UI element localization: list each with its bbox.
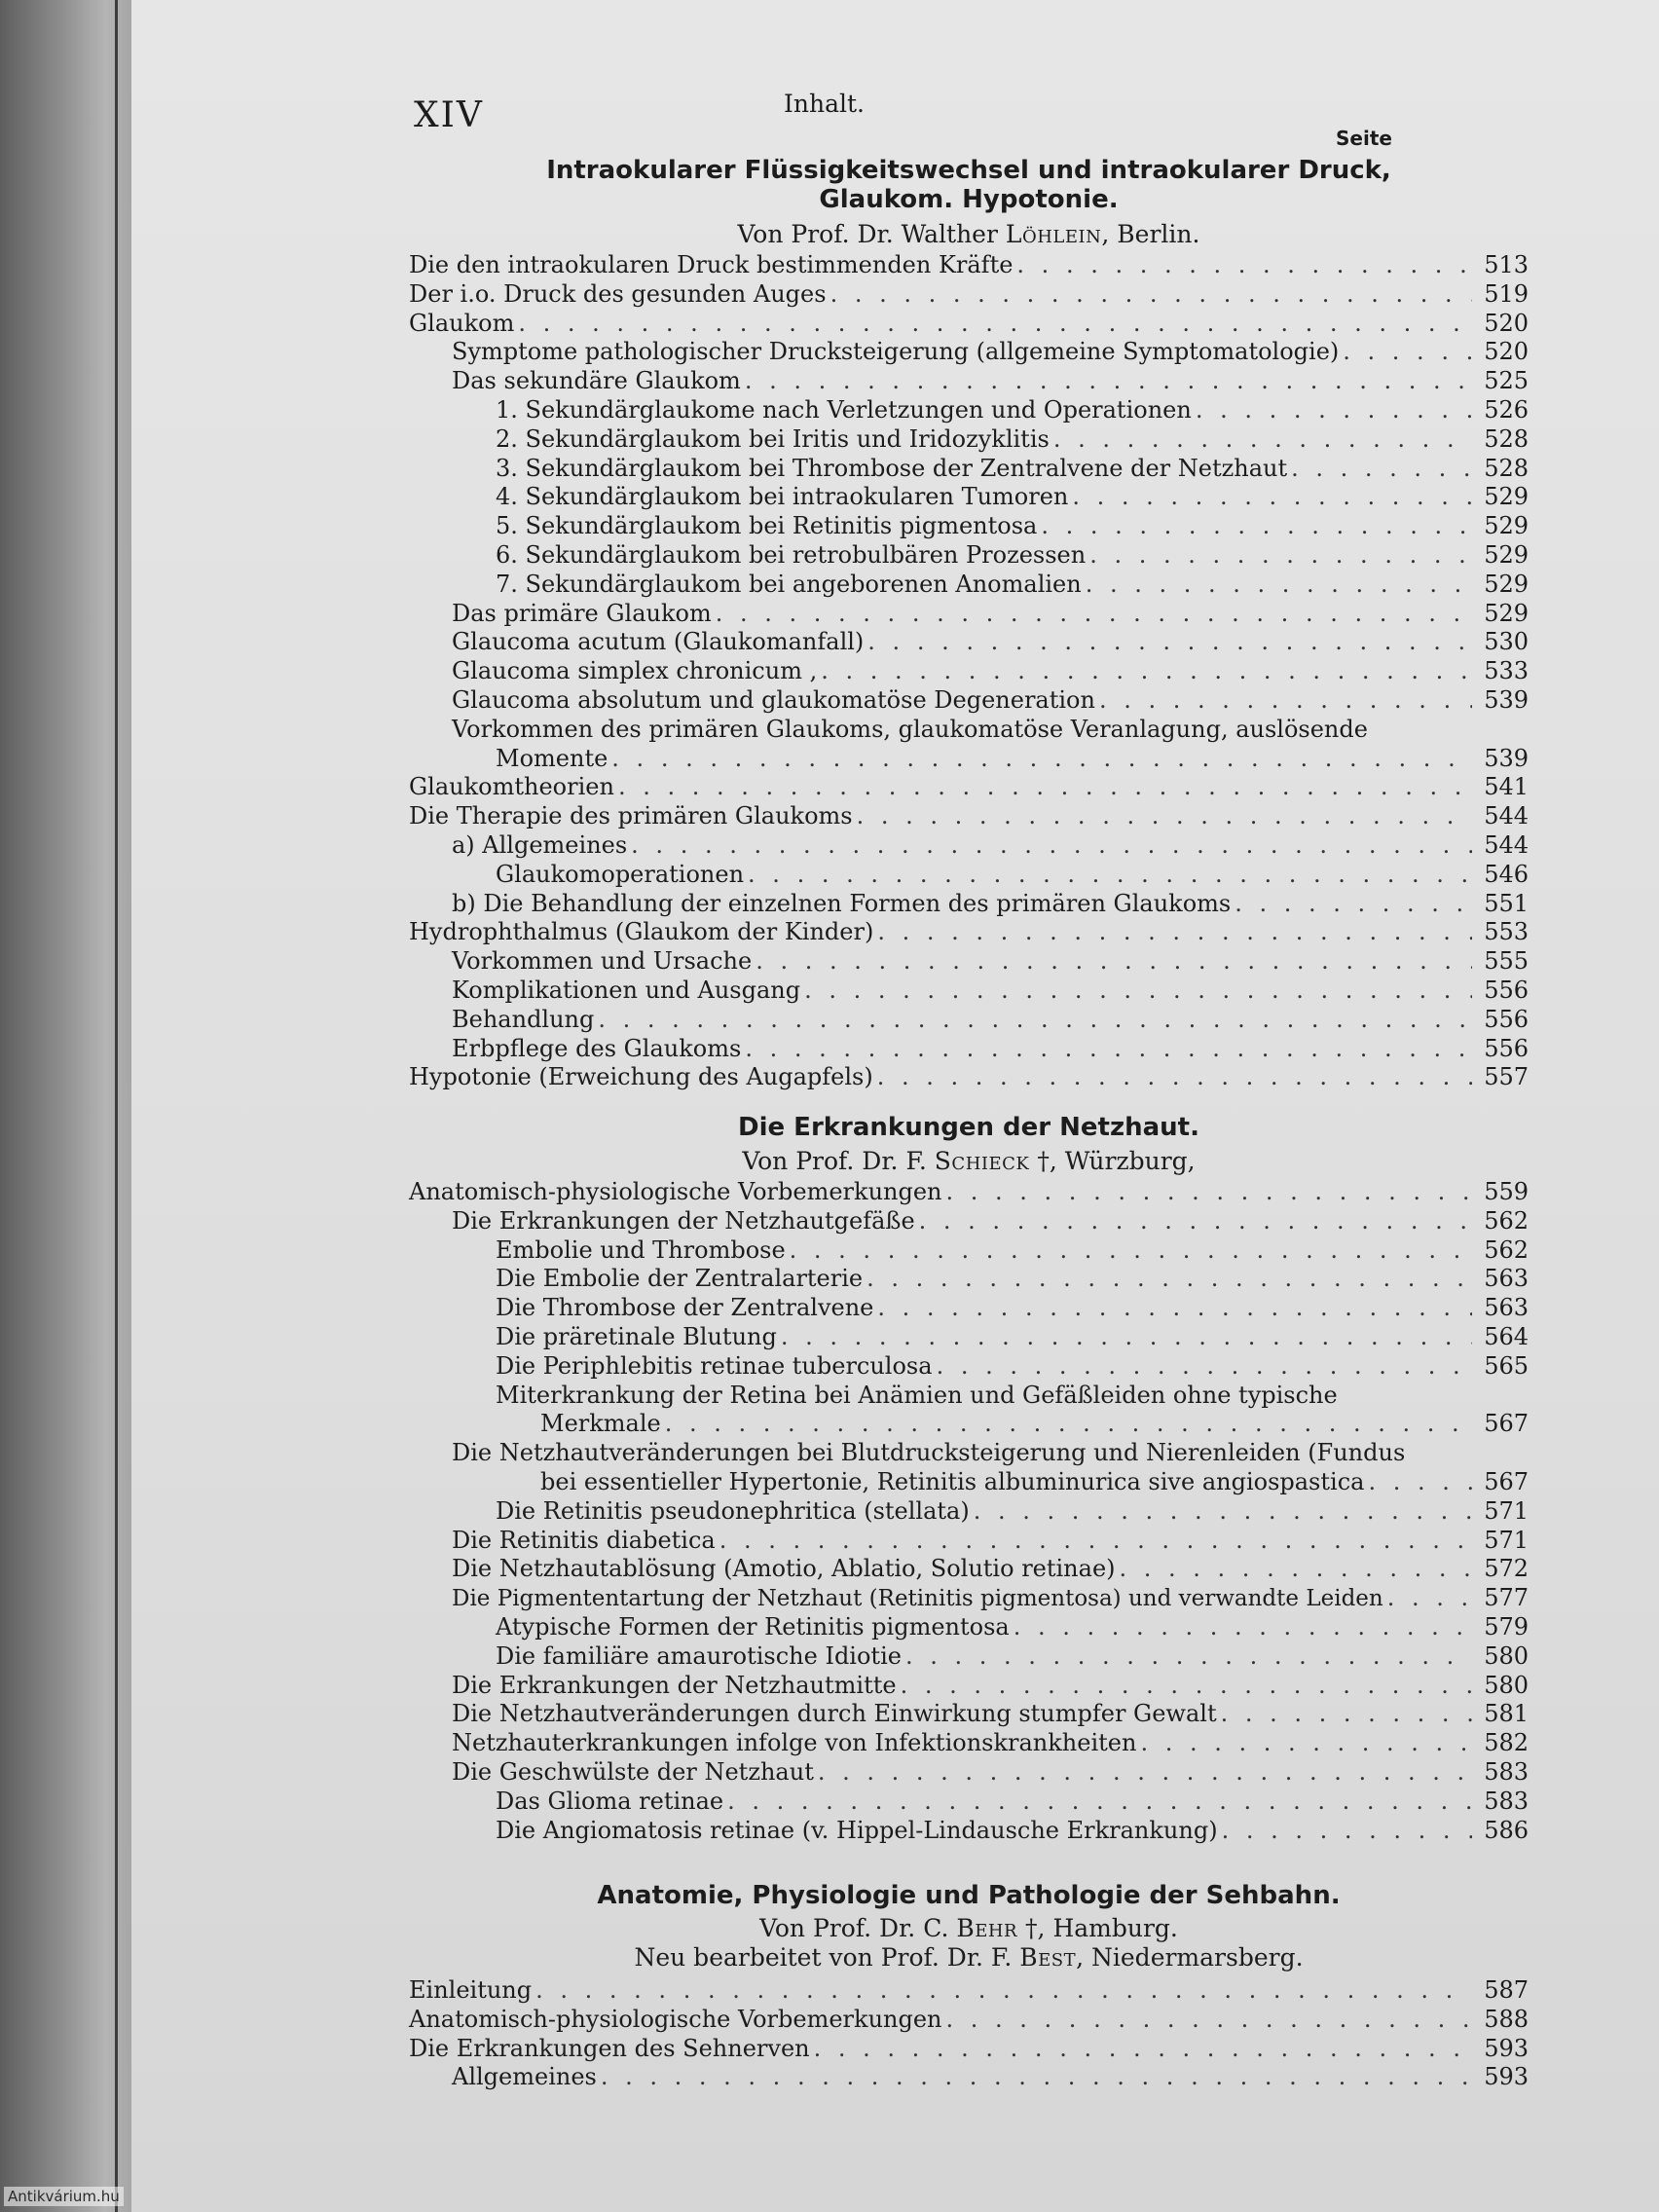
- reviser-prefix: Neu bearbeitet von Prof. Dr. F.: [634, 1943, 1020, 1972]
- toc-entry: [409, 396, 1529, 425]
- leader-dots: [1222, 1817, 1472, 1846]
- toc-entry: [409, 1817, 1529, 1846]
- author-suffix: †, Hamburg.: [1017, 1914, 1178, 1942]
- toc-entry-page: 583: [1484, 1757, 1529, 1786]
- leader-dots: [1291, 455, 1472, 484]
- leader-dots: [814, 2035, 1472, 2064]
- toc-entry: [409, 1006, 1529, 1035]
- leader-dots: [1235, 890, 1472, 919]
- reviser-suffix: , Niedermarsberg.: [1076, 1943, 1304, 1972]
- toc-list: [409, 1976, 1529, 2092]
- toc-entry: [409, 1178, 1529, 1207]
- toc-entry: [409, 1788, 1529, 1817]
- leader-dots: [877, 1294, 1472, 1323]
- toc-entry-text: Vorkommen und Ursache: [452, 947, 753, 976]
- toc-entry-page: 559: [1484, 1178, 1529, 1205]
- toc-entry-page: 579: [1484, 1612, 1529, 1641]
- toc-entry: [409, 1497, 1529, 1527]
- leader-dots: [867, 628, 1472, 657]
- leader-dots: [905, 1642, 1472, 1672]
- leader-dots: [830, 280, 1472, 310]
- section-title-line: Anatomie, Physiologie und Pathologie der Sehbahn.: [597, 1881, 1341, 1910]
- toc-entry-text: Die Periphlebitis retinae tuberculosa: [496, 1351, 933, 1380]
- leader-dots: [781, 1323, 1472, 1352]
- leader-dots: [1041, 512, 1472, 541]
- toc-entry-text: Vorkommen des primären Glaukoms, glaukomatöse Veranlagung, auslösende: [452, 715, 1368, 743]
- toc-list: [409, 1178, 1529, 1845]
- toc-entry-text: Glaucoma absolutum und glaukomatöse Degeneration: [452, 685, 1095, 714]
- toc-entry: [409, 280, 1529, 310]
- toc-entry-page: 556: [1484, 976, 1529, 1004]
- toc-entry-text-continued: Momente: [496, 744, 608, 772]
- toc-entry: [409, 600, 1529, 629]
- toc-entry-text: Hypotonie (Erweichung des Augapfels): [409, 1063, 873, 1091]
- leader-dots: [601, 2063, 1472, 2092]
- author-name: Schieck: [934, 1147, 1030, 1175]
- toc-entry: [409, 1236, 1529, 1266]
- leader-dots: [790, 1236, 1472, 1266]
- author-name: Behr: [956, 1914, 1018, 1942]
- toc-entry-text: Die familiäre amaurotische Idiotie: [496, 1641, 902, 1670]
- toc-entry-page: 581: [1484, 1700, 1529, 1728]
- toc-entry-page: 513: [1484, 251, 1529, 278]
- reviser-name: Best: [1019, 1943, 1077, 1972]
- toc-entry-page: 541: [1484, 773, 1529, 801]
- toc-entry: [409, 947, 1529, 977]
- toc-entry-page: 563: [1484, 1265, 1529, 1293]
- toc-entry-text: 4. Sekundärglaukom bei intraokularen Tumoren: [496, 483, 1069, 511]
- toc-entry-page: 529: [1484, 512, 1529, 540]
- leader-dots: [877, 918, 1472, 947]
- leader-dots: [1016, 251, 1472, 280]
- leader-dots: [1099, 686, 1472, 716]
- toc-entry-text: Netzhauterkrankungen infolge von Infektionskrankheiten: [452, 1729, 1137, 1757]
- leader-dots: [727, 1788, 1472, 1817]
- toc-entry-page: 563: [1484, 1294, 1529, 1322]
- toc-entry-page: 556: [1484, 1034, 1529, 1062]
- toc-entry: [409, 483, 1529, 512]
- toc-entry: [409, 571, 1529, 600]
- author-suffix: †, Würzburg,: [1029, 1147, 1196, 1175]
- toc-entry: [409, 657, 1529, 686]
- leader-dots: [937, 1352, 1472, 1382]
- section-author: [409, 1914, 1529, 1943]
- leader-dots: [535, 1976, 1472, 2006]
- toc-entry-text: Miterkrankung der Retina bei Anämien und Gefäßleiden ohne typische: [496, 1381, 1338, 1409]
- leader-dots: [1343, 338, 1472, 367]
- toc-entry-page: 539: [1484, 744, 1529, 772]
- toc-list: [409, 251, 1529, 1092]
- toc-entry-text: Die Netzhautveränderungen durch Einwirkung stumpfer Gewalt: [452, 1700, 1217, 1728]
- toc-entry: [409, 1613, 1529, 1642]
- toc-entry-text: Glaukom: [409, 309, 515, 337]
- toc-entry: [409, 918, 1529, 947]
- toc-entry-page: 529: [1484, 599, 1529, 627]
- toc-entry: [409, 1207, 1529, 1236]
- leader-dots: [877, 1063, 1472, 1092]
- leader-dots: [665, 1410, 1472, 1439]
- toc-entry: [409, 338, 1529, 367]
- toc-entry: [409, 1555, 1529, 1584]
- toc-entry-page: 555: [1484, 947, 1529, 976]
- leader-dots: [1120, 1555, 1472, 1584]
- toc-entry-page: 539: [1484, 685, 1529, 714]
- leader-dots: [611, 745, 1472, 774]
- toc-entry: [409, 1323, 1529, 1352]
- toc-entry: [409, 1758, 1529, 1788]
- leader-dots: [1196, 396, 1472, 425]
- leader-dots: [618, 773, 1472, 802]
- toc-entry: [409, 1265, 1529, 1294]
- toc-entry-text: a) Allgemeines: [452, 830, 628, 859]
- section-title-line: Intraokularer Flüssigkeitswechsel und intraokularer Druck,: [546, 156, 1391, 185]
- toc-entry-text: 2. Sekundärglaukom bei Iritis und Iridozyklitis: [496, 424, 1050, 453]
- seite-column-label: Seite: [1336, 127, 1392, 150]
- toc-entry: [409, 455, 1529, 484]
- leader-dots: [518, 310, 1472, 339]
- toc-entry-page: 544: [1484, 802, 1529, 830]
- toc-entry: [409, 628, 1529, 657]
- gutter-line: [115, 0, 118, 2212]
- leader-dots: [1387, 1584, 1472, 1613]
- toc-entry-text: Die Netzhautveränderungen bei Blutdrucksteigerung und Nierenleiden (Fundus: [452, 1439, 1406, 1467]
- toc-entry-page: 520: [1484, 338, 1529, 366]
- toc-entry-text: Glaucoma acutum (Glaukomanfall): [452, 628, 865, 656]
- toc-entry: [409, 890, 1529, 919]
- toc-entry-text: Der i.o. Druck des gesunden Auges: [409, 279, 827, 308]
- toc-entry-text: Symptome pathologischer Drucksteigerung (allgemeine Symptomatologie): [452, 338, 1340, 366]
- toc-entry: [409, 1035, 1529, 1064]
- toc-entry-page: 567: [1484, 1410, 1529, 1438]
- toc-entry: [409, 425, 1529, 455]
- toc-entry-page: 528: [1484, 454, 1529, 482]
- leader-dots: [946, 1178, 1472, 1207]
- watermark: Antikvárium.hu: [4, 2187, 124, 2206]
- toc-entry: [409, 1352, 1529, 1382]
- toc-entry-text: Die den intraokularen Druck bestimmenden Kräfte: [409, 251, 1014, 278]
- leader-dots: [821, 657, 1472, 686]
- leader-dots: [719, 1527, 1472, 1556]
- toc-entry-page: 544: [1484, 830, 1529, 859]
- toc-entry-text: Die Thrombose der Zentralvene: [496, 1294, 874, 1322]
- section-title: [409, 1881, 1529, 1910]
- toc-entry-page: 529: [1484, 570, 1529, 598]
- toc-entry-text: Die Erkrankungen der Netzhautgefäße: [452, 1206, 915, 1235]
- toc-entry-page: 533: [1484, 657, 1529, 685]
- toc-entry-page: 520: [1484, 309, 1529, 337]
- toc-entry-page: 571: [1484, 1526, 1529, 1554]
- toc-entry-page: 529: [1484, 540, 1529, 569]
- leader-dots: [1140, 1729, 1472, 1758]
- toc-entry: [409, 977, 1529, 1006]
- toc-entry-text: 6. Sekundärglaukom bei retrobulbären Prozessen: [496, 540, 1087, 569]
- leader-dots: [1086, 571, 1472, 600]
- toc-entry-text: Die Netzhautablösung (Amotio, Ablatio, Solutio retinae): [452, 1555, 1116, 1583]
- page-folio: XIV: [414, 95, 484, 135]
- section-title-line: Die Erkrankungen der Netzhaut.: [738, 1113, 1199, 1142]
- toc-entry-page: 571: [1484, 1496, 1529, 1525]
- toc-entry: [409, 2063, 1529, 2092]
- toc-entry-page: 564: [1484, 1322, 1529, 1350]
- toc-entry-text: 3. Sekundärglaukom bei Thrombose der Zentralvene der Netzhaut: [496, 454, 1288, 482]
- toc-entry-page: 580: [1484, 1671, 1529, 1699]
- leader-dots: [866, 1265, 1472, 1294]
- toc-entry-text: Erbpflege des Glaukoms: [452, 1034, 742, 1062]
- toc-entry-text: Embolie und Thrombose: [496, 1235, 786, 1264]
- leader-dots: [818, 1758, 1472, 1788]
- toc-entry: [409, 2035, 1529, 2064]
- leader-dots: [974, 1497, 1472, 1527]
- leader-dots: [1089, 541, 1472, 571]
- leader-dots: [1221, 1700, 1472, 1729]
- toc-entry-text: Behandlung: [452, 1005, 595, 1033]
- toc-entry-text: Atypische Formen der Retinitis pigmentosa: [496, 1612, 1010, 1641]
- toc-entry-text: Die Embolie der Zentralarterie: [496, 1265, 864, 1293]
- toc-entry: [409, 773, 1529, 802]
- toc-entry-text: Die Retinitis diabetica: [452, 1526, 716, 1554]
- section-reviser: [409, 1943, 1529, 1972]
- leader-dots: [748, 861, 1472, 890]
- toc-entry-page: 525: [1484, 367, 1529, 395]
- toc-entry: [409, 1527, 1529, 1556]
- toc-entry-text: 7. Sekundärglaukom bei angeborenen Anomalien: [496, 570, 1082, 598]
- leader-dots: [745, 367, 1472, 396]
- toc-entry-page: 593: [1484, 2063, 1529, 2091]
- toc-entry: [409, 861, 1529, 890]
- toc-entry-text: Die Angiomatosis retinae (v. Hippel-Lindausche Erkrankung): [496, 1816, 1218, 1844]
- section-author: [409, 1147, 1529, 1176]
- toc-entry-multiline: [409, 1382, 1529, 1440]
- toc-entry-text: Das Glioma retinae: [496, 1787, 724, 1815]
- toc-entry-page: 562: [1484, 1206, 1529, 1235]
- toc-entry-page: 529: [1484, 483, 1529, 511]
- leader-dots: [598, 1006, 1472, 1035]
- toc-entry-page: 556: [1484, 1005, 1529, 1033]
- leader-dots: [716, 600, 1472, 629]
- toc-entry-page: 583: [1484, 1787, 1529, 1815]
- toc-entry-multiline: [409, 716, 1529, 774]
- author-prefix: Von Prof. Dr. Walther: [737, 220, 1006, 248]
- leader-dots: [1072, 483, 1472, 512]
- toc-entry-text: Komplikationen und Ausgang: [452, 976, 801, 1004]
- book-spine-shadow: [0, 0, 131, 2212]
- toc-entry: [409, 367, 1529, 396]
- toc-entry-text: Allgemeines: [452, 2063, 597, 2091]
- toc-entry-page: 553: [1484, 918, 1529, 946]
- toc-entry-page: 567: [1484, 1467, 1529, 1495]
- toc-entry: [409, 1642, 1529, 1672]
- toc-entry: [409, 1672, 1529, 1701]
- toc-entry-page: 528: [1484, 424, 1529, 453]
- toc-entry-multiline: [409, 1439, 1529, 1497]
- toc-entry-text: Glaukomoperationen: [496, 860, 745, 888]
- leader-dots: [756, 947, 1472, 977]
- leader-dots: [1014, 1613, 1472, 1642]
- toc-entry-text: Hydrophthalmus (Glaukom der Kinder): [409, 918, 874, 946]
- leader-dots: [1368, 1468, 1472, 1497]
- toc-entry-text: Die Therapie des primären Glaukoms: [409, 802, 853, 830]
- section-author: [409, 220, 1529, 249]
- toc-entry: [409, 541, 1529, 571]
- toc-entry-text: Das sekundäre Glaukom: [452, 367, 741, 395]
- leader-dots: [919, 1207, 1472, 1236]
- leader-dots: [631, 831, 1472, 861]
- toc-entry-text: 1. Sekundärglaukome nach Verletzungen und Operationen: [496, 395, 1192, 424]
- toc-entry: [409, 1729, 1529, 1758]
- toc-entry-text: Die Pigmententartung der Netzhaut (Retinitis pigmentosa) und verwandte Leiden: [452, 1586, 1383, 1612]
- toc-entry: [409, 1700, 1529, 1729]
- section-title-line: Glaukom. Hypotonie.: [819, 185, 1119, 214]
- toc-entry-text: Die Retinitis pseudonephritica (stellata): [496, 1496, 970, 1525]
- toc-entry: [409, 1584, 1529, 1613]
- toc-entry-page: 588: [1484, 2005, 1529, 2033]
- toc-entry-page: 530: [1484, 628, 1529, 656]
- toc-entry-page: 557: [1484, 1063, 1529, 1091]
- leader-dots: [857, 802, 1472, 831]
- toc-entry: [409, 802, 1529, 831]
- toc-entry-page: 582: [1484, 1729, 1529, 1757]
- toc-entry-page: 586: [1484, 1816, 1529, 1844]
- section-title: [409, 1113, 1529, 1142]
- toc-entry: [409, 1063, 1529, 1092]
- toc-entry-page: 587: [1484, 1976, 1529, 2004]
- toc-entry-text: Die präretinale Blutung: [496, 1322, 777, 1350]
- toc-entry-text: Anatomisch-physiologische Vorbemerkungen: [409, 2005, 942, 2033]
- toc-entry-text: Einleitung: [409, 1976, 533, 2004]
- toc-entry: [409, 686, 1529, 716]
- running-head: Inhalt.: [784, 90, 865, 118]
- toc-entry-text: 5. Sekundärglaukom bei Retinitis pigmentosa: [496, 512, 1038, 540]
- author-name: Löhlein: [1005, 220, 1102, 248]
- toc-entry-page: 572: [1484, 1555, 1529, 1583]
- author-prefix: Von Prof. Dr. C.: [759, 1914, 957, 1942]
- author-suffix: , Berlin.: [1101, 220, 1200, 248]
- toc-entry: [409, 251, 1529, 280]
- leader-dots: [1053, 425, 1472, 455]
- toc-entry-page: 519: [1484, 279, 1529, 308]
- toc-entry-text: Glaucoma simplex chronicum ,: [452, 657, 818, 685]
- toc-entry-page: 546: [1484, 860, 1529, 888]
- toc-entry: [409, 1976, 1529, 2006]
- toc-entry-text-continued: bei essentieller Hypertonie, Retinitis albuminurica sive angiospastica: [540, 1467, 1365, 1495]
- toc-entry-page: 551: [1484, 889, 1529, 917]
- toc-entry-page: 577: [1484, 1584, 1529, 1612]
- toc-entry-page: 565: [1484, 1351, 1529, 1380]
- toc-entry: [409, 310, 1529, 339]
- toc-entry-text: Anatomisch-physiologische Vorbemerkungen: [409, 1178, 942, 1205]
- toc-entry: [409, 1294, 1529, 1323]
- toc-entry: [409, 2006, 1529, 2035]
- toc-entry-text: Die Erkrankungen der Netzhautmitte: [452, 1671, 897, 1699]
- toc-entry-page: 526: [1484, 395, 1529, 424]
- toc-entry-text: b) Die Behandlung der einzelnen Formen des primären Glaukoms: [452, 889, 1232, 917]
- toc-entry-page: 580: [1484, 1641, 1529, 1670]
- toc-entry-page: 593: [1484, 2034, 1529, 2062]
- leader-dots: [901, 1672, 1472, 1701]
- leader-dots: [946, 2006, 1472, 2035]
- toc-entry-text: Die Erkrankungen des Sehnerven: [409, 2034, 810, 2062]
- leader-dots: [745, 1035, 1472, 1064]
- toc-entry-text: Glaukomtheorien: [409, 773, 614, 801]
- toc-entry-text: Die Geschwülste der Netzhaut: [452, 1757, 814, 1786]
- toc-entry-page: 562: [1484, 1235, 1529, 1264]
- section-title: [409, 156, 1529, 214]
- leader-dots: [804, 977, 1472, 1006]
- author-prefix: Von Prof. Dr. F.: [742, 1147, 935, 1175]
- toc-entry: [409, 831, 1529, 861]
- toc-entry-text: Das primäre Glaukom: [452, 599, 712, 627]
- toc-entry-text-continued: Merkmale: [540, 1410, 661, 1438]
- toc-entry: [409, 512, 1529, 541]
